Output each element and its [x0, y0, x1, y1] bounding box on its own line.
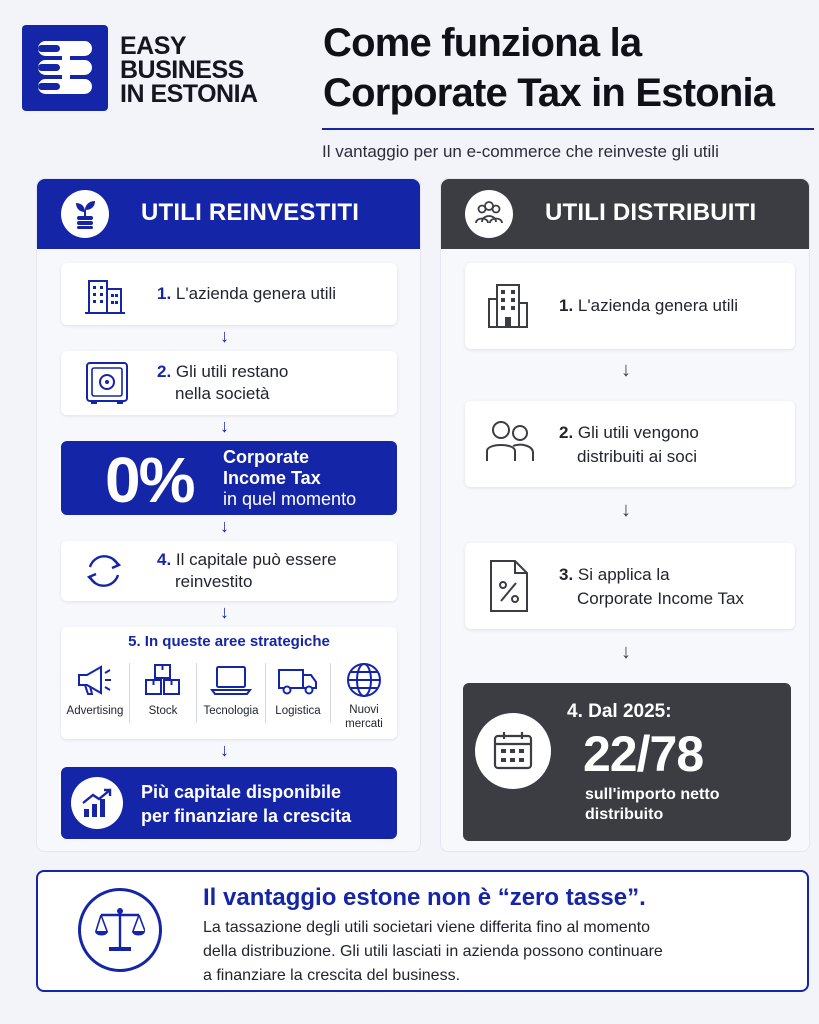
- area-new-markets-line-1: Nuovi: [349, 704, 379, 716]
- right-step-3-card: [465, 543, 795, 629]
- ratio-value: 22/78: [583, 726, 704, 782]
- megaphone-icon: [75, 663, 115, 697]
- column-reinvested-header: [37, 179, 420, 249]
- left-step-1-label: L'azienda genera utili: [175, 284, 337, 303]
- area-technology-label: Tecnologia: [203, 705, 259, 717]
- area-new-markets-line-2: mercati: [345, 718, 383, 730]
- refresh-icon: [81, 549, 127, 593]
- arrow-down-icon: ↓: [220, 602, 229, 622]
- conclusion-line-2: della distribuzione. Gli utili lasciati in azienda possono continuare: [203, 943, 663, 960]
- right-step-3-text: [559, 563, 744, 611]
- percent-document-icon: [485, 557, 533, 615]
- left-step-3-line-2: Income Tax: [223, 468, 321, 488]
- column-distributed-header: [441, 179, 809, 249]
- column-reinvested-title: UTILI REINVESTITI: [141, 199, 360, 226]
- left-step-2-line-2: nella società: [175, 384, 270, 403]
- scales-icon: [78, 888, 162, 972]
- area-stock: [130, 661, 196, 735]
- right-step-1-number: 1.: [559, 296, 574, 315]
- area-new-markets-label: [331, 703, 397, 731]
- left-result-line-1: Più capitale disponibile: [141, 782, 342, 802]
- area-advertising: [61, 661, 129, 735]
- page-title: [323, 18, 813, 118]
- right-step-4-line-1: sull'importo netto: [585, 786, 720, 803]
- building-icon: [485, 281, 533, 331]
- brand-line-2: BUSINESS: [120, 56, 244, 84]
- left-step-4-card: [61, 541, 397, 601]
- right-step-2-line-1: Gli utili vengono: [577, 423, 699, 442]
- conclusion-body: [203, 916, 773, 988]
- left-step-2-line-1: Gli utili restano: [175, 362, 289, 381]
- people-group-icon: [465, 190, 513, 238]
- left-step-1-number: 1.: [157, 284, 172, 303]
- right-step-2-card: [465, 401, 795, 487]
- page-title-line-2: Corporate Tax in Estonia: [323, 71, 775, 115]
- left-step-3-line-3: in quel momento: [223, 489, 357, 509]
- left-step-4-line-2: reinvestito: [175, 572, 253, 591]
- brand-logo-icon: [22, 25, 108, 111]
- area-logistics: [266, 661, 330, 735]
- arrow-down-icon: ↓: [621, 499, 631, 521]
- column-distributed-title: UTILI DISTRIBUITI: [545, 199, 757, 226]
- right-step-4-panel: [463, 683, 791, 841]
- left-step-1-text: [157, 283, 336, 305]
- laptop-icon: [209, 663, 253, 697]
- globe-icon: [345, 661, 383, 699]
- brand-line-1: EASY: [120, 32, 187, 60]
- right-step-3-number: 3.: [559, 565, 574, 584]
- area-new-markets: [331, 661, 397, 735]
- safe-icon: [83, 359, 131, 407]
- arrow-down-icon: ↓: [220, 740, 229, 760]
- right-step-4-label: 4. Dal 2025:: [567, 701, 672, 722]
- arrow-down-icon: ↓: [621, 359, 631, 381]
- building-icon: [81, 275, 129, 315]
- title-divider: [322, 128, 814, 130]
- left-step-2-number: 2.: [157, 362, 172, 381]
- brand-name: [120, 34, 290, 106]
- plant-coins-icon: [61, 190, 109, 238]
- right-step-2-number: 2.: [559, 423, 574, 442]
- right-step-4-line-2: distribuito: [585, 806, 664, 823]
- left-result-line-2: per finanziare la crescita: [141, 806, 352, 826]
- left-step-3-panel: [61, 441, 397, 515]
- left-step-3-line-1: Corporate: [223, 447, 310, 467]
- brand-line-3: IN ESTONIA: [120, 80, 258, 108]
- page-subtitle: Il vantaggio per un e-commerce che reinveste gli utili: [322, 142, 719, 161]
- boxes-icon: [143, 663, 183, 697]
- left-step-1-card: [61, 263, 397, 325]
- left-step-2-text: [157, 361, 288, 405]
- right-step-1-text: [559, 295, 738, 317]
- left-step-4-number: 4.: [157, 550, 172, 569]
- arrow-down-icon: ↓: [621, 641, 631, 663]
- brand-logo: [22, 25, 108, 111]
- arrow-down-icon: ↓: [220, 516, 229, 536]
- right-step-1-card: [465, 263, 795, 349]
- arrow-down-icon: ↓: [220, 326, 229, 346]
- left-step-3-text: [223, 447, 356, 510]
- conclusion-line-1: La tassazione degli utili societari viene differita fino al momento: [203, 919, 651, 936]
- right-step-2-line-2: distribuiti ai soci: [577, 447, 697, 466]
- people-icon: [483, 415, 537, 469]
- area-logistics-label: Logistica: [275, 705, 321, 717]
- conclusion-box: [36, 870, 809, 992]
- area-stock-label: Stock: [148, 705, 178, 717]
- left-step-2-card: [61, 351, 397, 415]
- conclusion-title: Il vantaggio estone non è “zero tasse”.: [203, 884, 646, 911]
- column-reinvested: [36, 178, 421, 852]
- left-step-4-line-1: Il capitale può essere: [175, 550, 337, 569]
- left-result-text: [141, 780, 351, 828]
- right-step-2-text: [559, 421, 699, 469]
- area-advertising-label: Advertising: [66, 705, 124, 717]
- right-step-3-line-2: Corporate Income Tax: [577, 589, 744, 608]
- left-step-4-text: [157, 549, 337, 593]
- zero-percent-value: 0%: [105, 444, 194, 516]
- truck-icon: [276, 663, 320, 697]
- right-step-3-line-1: Si applica la: [577, 565, 670, 584]
- growth-chart-icon: [71, 777, 123, 829]
- strategic-areas-title: 5. In queste aree strategiche: [128, 633, 330, 650]
- right-step-4-text: [585, 785, 719, 825]
- page-title-line-1: Come funziona la: [323, 21, 642, 65]
- conclusion-line-3: a finanziare la crescita del business.: [203, 967, 461, 984]
- area-technology: [197, 661, 265, 735]
- left-step-5-card: [61, 627, 397, 739]
- calendar-icon: [475, 713, 551, 789]
- column-distributed: [440, 178, 810, 852]
- arrow-down-icon: ↓: [220, 416, 229, 436]
- left-result-panel: [61, 767, 397, 839]
- right-step-1-label: L'azienda genera utili: [577, 296, 739, 315]
